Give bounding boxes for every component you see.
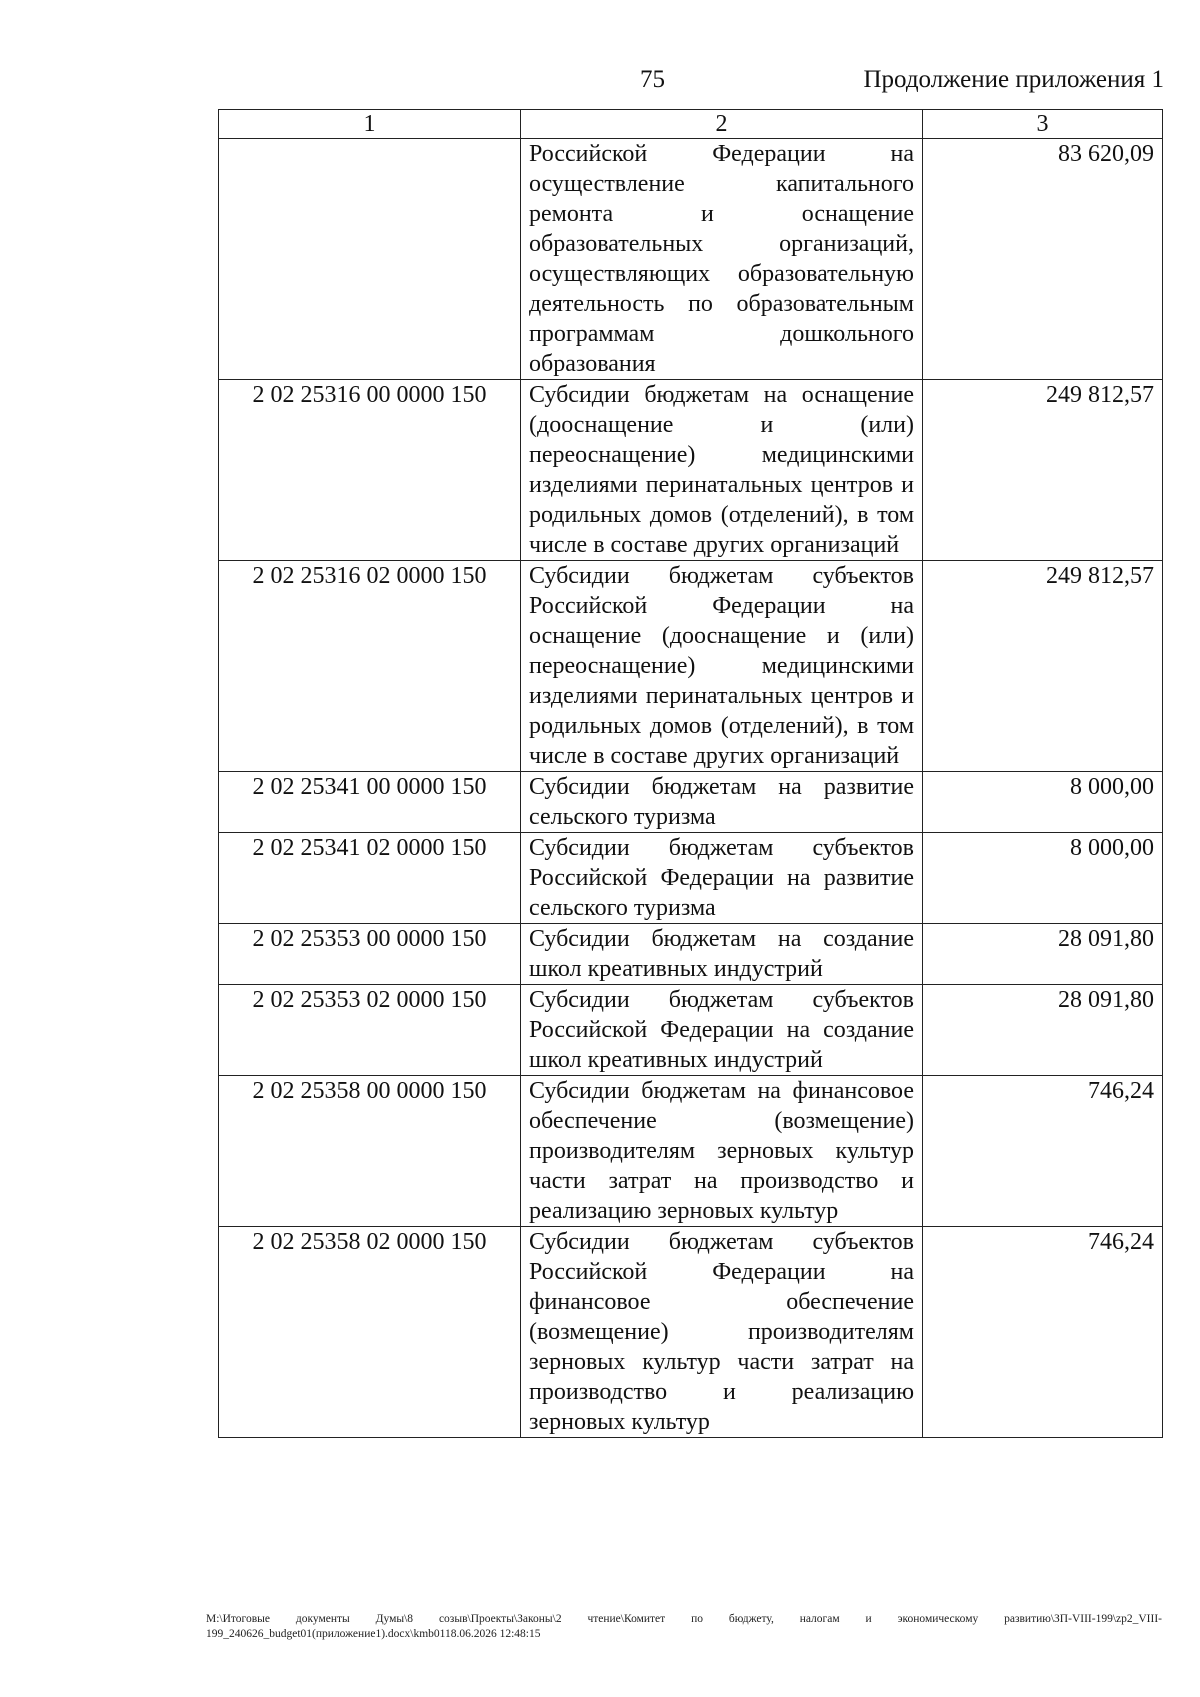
table-row — [219, 1076, 1163, 1227]
table-row — [219, 139, 1163, 380]
amount-cell: 8 000,00 — [923, 833, 1163, 924]
income-description-cell: Субсидии бюджетам на финансовое обеспечение (возмещение) производителям зерновых культур части затрат на производство и реализацию зерновых культур — [521, 1076, 923, 1227]
income-code-cell: 2 02 25358 02 0000 150 — [219, 1227, 521, 1438]
column-number-1: 1 — [219, 110, 521, 139]
income-description-cell: Российской Федерации на осуществление капитального ремонта и оснащение образовательных организаций, осуществляющих образовательную деятельность по образовательным программам дошкольного образования — [521, 139, 923, 380]
income-code-cell: 2 02 25353 00 0000 150 — [219, 924, 521, 985]
amount-cell: 249 812,57 — [923, 561, 1163, 772]
income-description-cell: Субсидии бюджетам на создание школ креативных индустрий — [521, 924, 923, 985]
page-number: 75 — [640, 66, 665, 93]
amount-cell: 249 812,57 — [923, 380, 1163, 561]
income-description-cell: Субсидии бюджетам субъектов Российской Федерации на развитие сельского туризма — [521, 833, 923, 924]
amount-cell: 28 091,80 — [923, 924, 1163, 985]
income-code-cell — [219, 139, 521, 380]
column-number-2: 2 — [521, 110, 923, 139]
table-row — [219, 380, 1163, 561]
amount-cell: 28 091,80 — [923, 985, 1163, 1076]
document-file-path-footer: M:\Итоговые документы Думы\8 созыв\Проекты\Законы\2 чтение\Комитет по бюджету, налогам и экономическому развитию\ЗП-VIII-199\zp2_VIII-199_240626_budget01(приложение1).docx\kmb0118.06.2026 12:48:15 — [206, 1613, 1162, 1640]
table-row — [219, 833, 1163, 924]
appendix-continuation-caption: Продолжение приложения 1 — [863, 66, 1164, 93]
column-number-row — [219, 110, 1163, 139]
amount-cell: 8 000,00 — [923, 772, 1163, 833]
amount-cell: 83 620,09 — [923, 139, 1163, 380]
budget-table — [218, 109, 1163, 1438]
income-code-cell: 2 02 25358 00 0000 150 — [219, 1076, 521, 1227]
income-code-cell: 2 02 25316 02 0000 150 — [219, 561, 521, 772]
income-description-cell: Субсидии бюджетам субъектов Российской Федерации на финансовое обеспечение (возмещение) производителям зерновых культур части затрат на производство и реализацию зерновых культур — [521, 1227, 923, 1438]
table-row — [219, 985, 1163, 1076]
table-row — [219, 1227, 1163, 1438]
income-code-cell: 2 02 25341 00 0000 150 — [219, 772, 521, 833]
income-description-cell: Субсидии бюджетам субъектов Российской Федерации на оснащение (дооснащение и (или) переоснащение) медицинскими изделиями перинатальных центров и родильных домов (отделений), в том числе в составе других организаций — [521, 561, 923, 772]
amount-cell: 746,24 — [923, 1076, 1163, 1227]
amount-cell: 746,24 — [923, 1227, 1163, 1438]
income-code-cell: 2 02 25341 02 0000 150 — [219, 833, 521, 924]
table-row — [219, 924, 1163, 985]
income-code-cell: 2 02 25316 00 0000 150 — [219, 380, 521, 561]
column-number-3: 3 — [923, 110, 1163, 139]
income-description-cell: Субсидии бюджетам на развитие сельского туризма — [521, 772, 923, 833]
income-description-cell: Субсидии бюджетам субъектов Российской Федерации на создание школ креативных индустрий — [521, 985, 923, 1076]
income-code-cell: 2 02 25353 02 0000 150 — [219, 985, 521, 1076]
income-description-cell: Субсидии бюджетам на оснащение (дооснащение и (или) переоснащение) медицинскими изделиями перинатальных центров и родильных домов (отделений), в том числе в составе других организаций — [521, 380, 923, 561]
table-row — [219, 772, 1163, 833]
table-row — [219, 561, 1163, 772]
